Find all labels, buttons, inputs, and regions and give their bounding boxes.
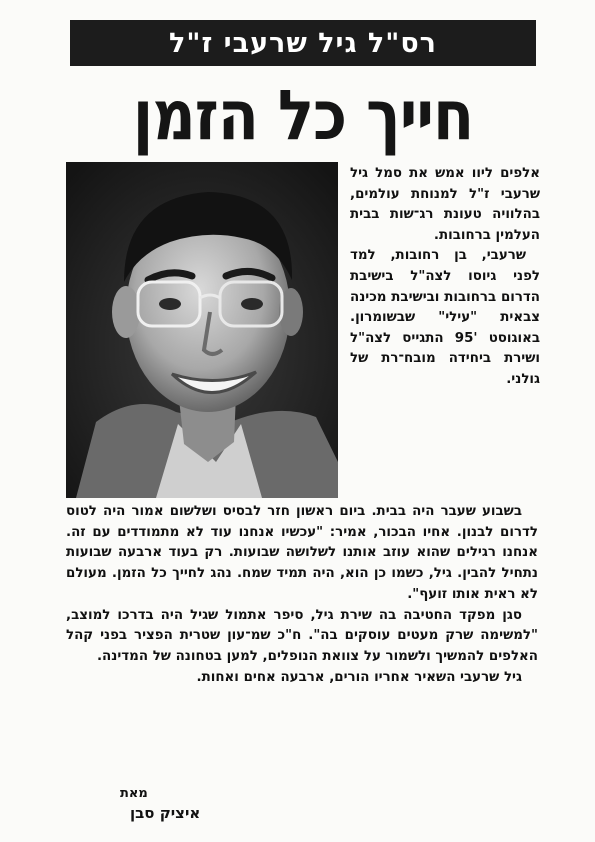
headline: חייך כל הזמן bbox=[132, 75, 474, 157]
paragraph-funeral: סגן מפקד החטיבה בה שירת גיל, סיפר אתמול שגיל היה בדרכו למוצב, "למשימה שרק מעטים עוסקים בה". ח"כ שמ־עון שטרית הפציר בפני קהל האלפים להמשיך ולשמור על צוואת הנופלים, למען בטחונה של המדינה. bbox=[66, 607, 538, 664]
paragraph-survivors: גיל שרעבי השאיר אחריו הורים, ארבעה אחים ואחות. bbox=[196, 669, 522, 685]
paragraph-intro: אלפים ליוו אמש את סמל גיל שרעבי ז"ל למנוחת עולמים, בהלוויה טעונת רג־שות בבית העלמין ברחובות. bbox=[350, 166, 540, 243]
paragraph-background: שרעבי, בן רחובות, למד לפני גיוסו לצה"ל בישיבת הדרום ברחובות ובישיבת מכינה צבאית "עילי" שבשומרון. באוגוסט '95 התגייס לצה"ל ושירת ביחידה מובח־רת של גולני. bbox=[350, 248, 540, 387]
byline bbox=[120, 782, 512, 826]
byline-author: איציק סבן bbox=[130, 804, 201, 822]
article-column-text bbox=[350, 164, 540, 391]
byline-from: מאת bbox=[120, 786, 148, 801]
portrait-photo bbox=[66, 162, 338, 498]
article-body-text bbox=[66, 502, 538, 688]
paragraph-brother-quote: בשבוע שעבר היה בבית. ביום ראשון חזר לבסיס ושלשום אמור היה לטוס לדרום לבנון. אחיו הבכור, אמיר: "עכשיו אנחנו עוד לא מתמודדים עם זה. אנחנו רגילים שהוא עוזב אותנו לשלושה שבועות. רק בעוד ארבעה שבועות נתחיל להבין. גיל, כשמו כן הוא, היה תמיד שמח. נהג לחייך כל הזמן. מעולם לא ראית אותו זועף". bbox=[66, 504, 538, 602]
banner-text: רס"ל גיל שרעבי ז"ל bbox=[169, 27, 437, 59]
name-banner bbox=[70, 20, 536, 66]
